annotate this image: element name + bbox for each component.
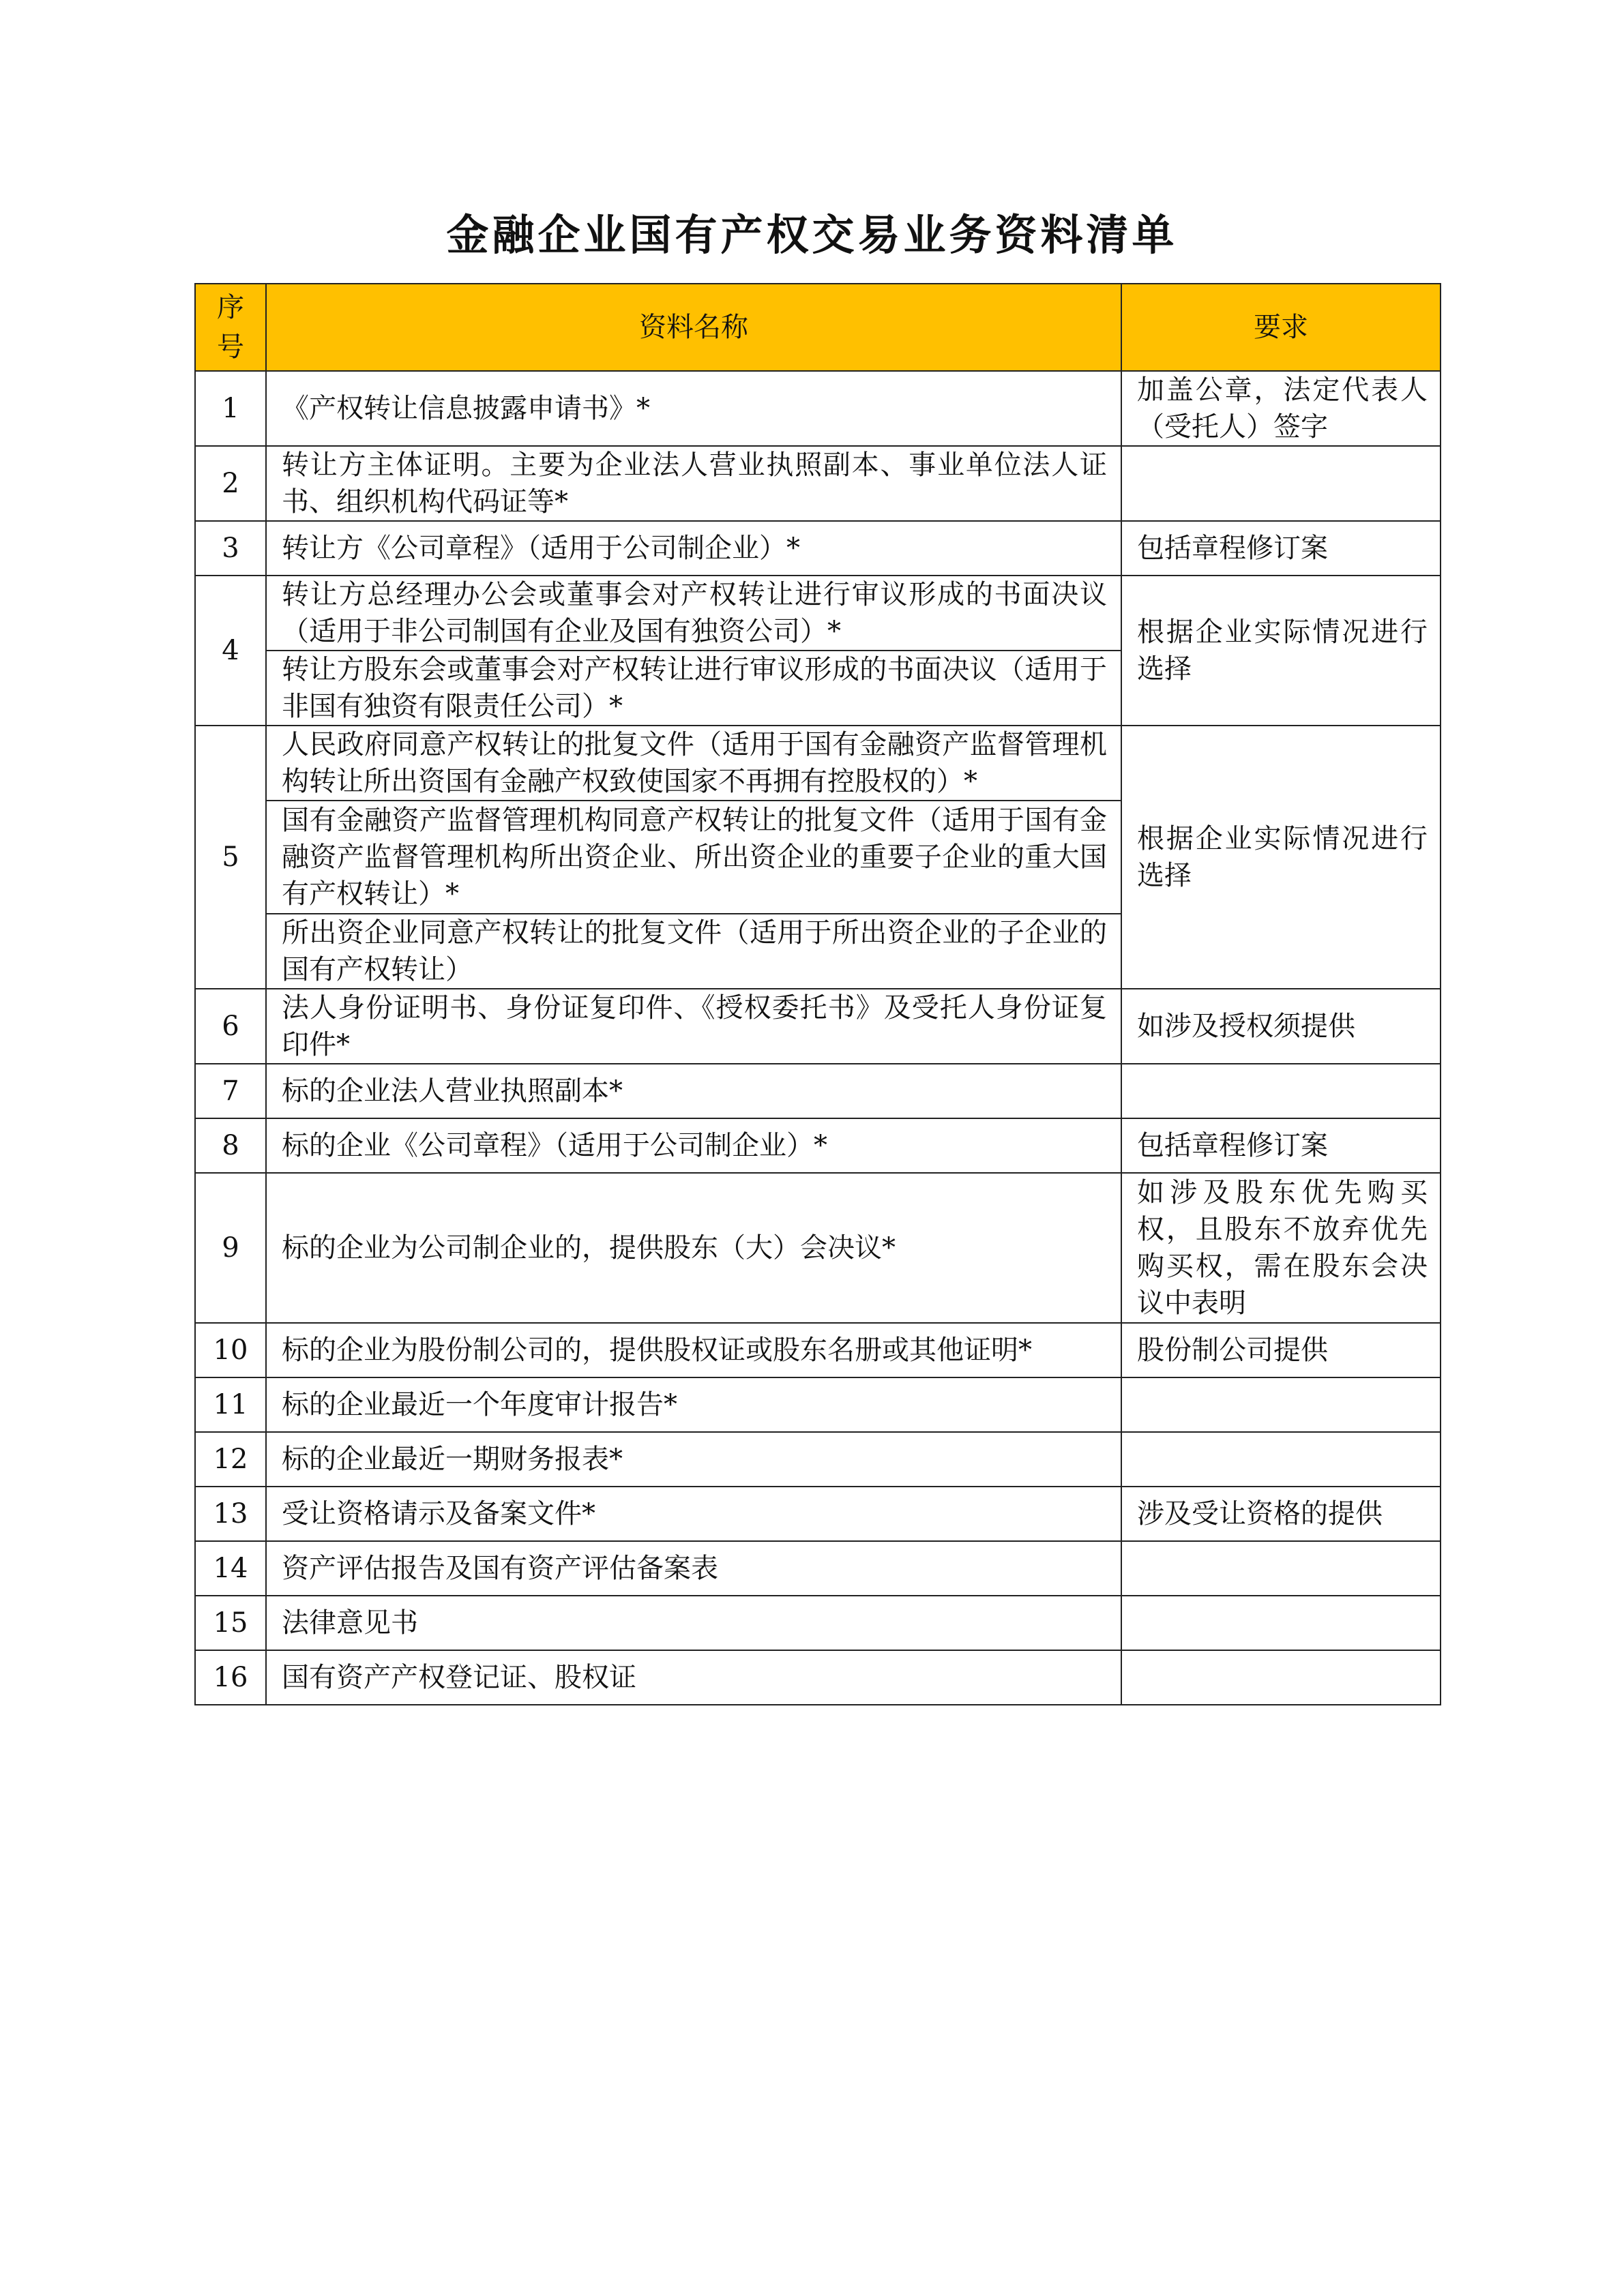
row-number: 11: [195, 1377, 266, 1432]
material-name: 标的企业最近一个年度审计报告*: [266, 1377, 1121, 1432]
table-row: [195, 1596, 1441, 1650]
row-number: 8: [195, 1118, 266, 1173]
requirement: 包括章程修订案: [1121, 1118, 1441, 1173]
requirement: [1121, 1650, 1441, 1705]
material-name: 资产评估报告及国有资产评估备案表: [266, 1541, 1121, 1596]
requirement: 如涉及股东优先购买权，且股东不放弃优先购买权，需在股东会决议中表明: [1121, 1173, 1441, 1323]
material-name: 所出资企业同意产权转让的批复文件（适用于所出资企业的子企业的国有产权转让）: [266, 914, 1121, 989]
requirement: 如涉及授权须提供: [1121, 989, 1441, 1064]
material-name: 转让方《公司章程》（适用于公司制企业）*: [266, 521, 1121, 576]
table-header-row: [195, 284, 1441, 371]
requirement: 根据企业实际情况进行选择: [1121, 726, 1441, 989]
row-number: 1: [195, 371, 266, 446]
material-name: 转让方股东会或董事会对产权转让进行审议形成的书面决议（适用于非国有独资有限责任公司）*: [266, 651, 1121, 726]
table-row: [195, 446, 1441, 521]
material-name: 转让方主体证明。主要为企业法人营业执照副本、事业单位法人证书、组织机构代码证等*: [266, 446, 1121, 521]
table-row: [195, 1541, 1441, 1596]
table-row: [195, 576, 1441, 651]
row-number: 2: [195, 446, 266, 521]
row-number: 5: [195, 726, 266, 989]
material-name: 《产权转让信息披露申请书》*: [266, 371, 1121, 446]
row-number: 12: [195, 1432, 266, 1487]
row-number: 3: [195, 521, 266, 576]
row-number: 10: [195, 1323, 266, 1377]
material-name: 国有金融资产监督管理机构同意产权转让的批复文件（适用于国有金融资产监督管理机构所出资企业、所出资企业的重要子企业的重大国有产权转让）*: [266, 801, 1121, 914]
requirement: [1121, 1541, 1441, 1596]
table-row: [195, 726, 1441, 801]
material-name: 人民政府同意产权转让的批复文件（适用于国有金融资产监督管理机构转让所出资国有金融产权致使国家不再拥有控股权的）*: [266, 726, 1121, 801]
requirement: 涉及受让资格的提供: [1121, 1487, 1441, 1541]
requirement: 加盖公章，法定代表人（受托人）签字: [1121, 371, 1441, 446]
material-name: 受让资格请示及备案文件*: [266, 1487, 1121, 1541]
document-title: 金融企业国有产权交易业务资料清单: [446, 210, 1178, 260]
table-row: [195, 1650, 1441, 1705]
row-number: 13: [195, 1487, 266, 1541]
requirement: [1121, 1377, 1441, 1432]
table-row: [195, 371, 1441, 446]
header-requirement: 要求: [1121, 284, 1441, 371]
materials-table: [194, 283, 1441, 1705]
table-row: [195, 1173, 1441, 1323]
table-row: [195, 1064, 1441, 1118]
table-row: [195, 1377, 1441, 1432]
requirement: [1121, 1596, 1441, 1650]
requirement: [1121, 446, 1441, 521]
material-name: 标的企业法人营业执照副本*: [266, 1064, 1121, 1118]
material-name: 标的企业《公司章程》（适用于公司制企业）*: [266, 1118, 1121, 1173]
row-number: 4: [195, 576, 266, 726]
material-name: 法律意见书: [266, 1596, 1121, 1650]
material-name: 法人身份证明书、身份证复印件、《授权委托书》及受托人身份证复印件*: [266, 989, 1121, 1064]
row-number: 14: [195, 1541, 266, 1596]
table-row: [195, 521, 1441, 576]
requirement: [1121, 1432, 1441, 1487]
table-row: [195, 1432, 1441, 1487]
material-name: 标的企业为公司制企业的，提供股东（大）会决议*: [266, 1173, 1121, 1323]
material-name: 国有资产产权登记证、股权证: [266, 1650, 1121, 1705]
row-number: 6: [195, 989, 266, 1064]
table-row: [195, 1118, 1441, 1173]
requirement: 股份制公司提供: [1121, 1323, 1441, 1377]
row-number: 9: [195, 1173, 266, 1323]
header-serial-number: 序 号: [195, 284, 266, 371]
row-number: 16: [195, 1650, 266, 1705]
requirement: 根据企业实际情况进行选择: [1121, 576, 1441, 726]
header-material-name: 资料名称: [266, 284, 1121, 371]
material-name: 标的企业最近一期财务报表*: [266, 1432, 1121, 1487]
table-row: [195, 989, 1441, 1064]
material-name: 标的企业为股份制公司的，提供股权证或股东名册或其他证明*: [266, 1323, 1121, 1377]
table-row: [195, 1487, 1441, 1541]
row-number: 15: [195, 1596, 266, 1650]
requirement: [1121, 1064, 1441, 1118]
table-row: [195, 1323, 1441, 1377]
requirement: 包括章程修订案: [1121, 521, 1441, 576]
row-number: 7: [195, 1064, 266, 1118]
material-name: 转让方总经理办公会或董事会对产权转让进行审议形成的书面决议（适用于非公司制国有企业及国有独资公司）*: [266, 576, 1121, 651]
